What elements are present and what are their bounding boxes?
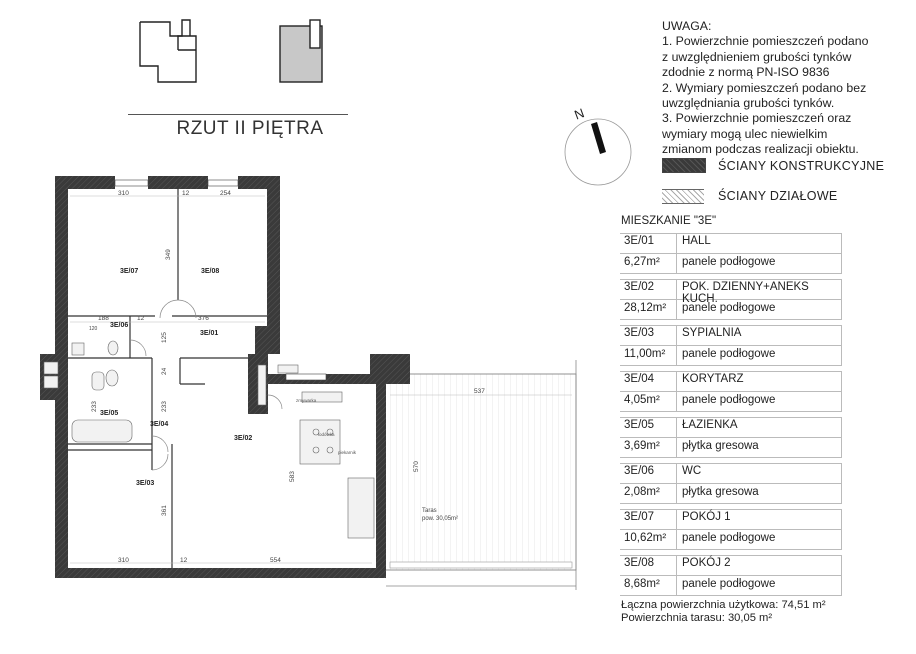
label-piekarnik: piekarnik — [338, 450, 357, 455]
room-row — [620, 279, 842, 325]
room-code: 3E/07 — [624, 511, 655, 523]
windows — [115, 180, 326, 380]
room-table — [620, 233, 842, 601]
dim-554: 554 — [270, 557, 281, 564]
north-label: N — [572, 105, 587, 123]
room-label-3e07: 3E/07 — [120, 268, 139, 275]
room-code: 3E/06 — [624, 465, 655, 477]
room-name: POKÓJ 2 — [682, 557, 731, 569]
notes-line: zmianom podczas realizacji obiektu. — [662, 142, 859, 157]
room-code: 3E/04 — [624, 373, 655, 385]
dim-310-top: 310 — [118, 190, 129, 197]
terrace-area-label: pow. 30,05m² — [422, 516, 459, 522]
label-zmywarka: zmywarka — [296, 398, 317, 403]
room-name: KORYTARZ — [682, 373, 744, 385]
notes-line: z uwzględnieniem grubości tynków — [662, 49, 852, 64]
room-label-3e08: 3E/08 — [201, 268, 220, 275]
dim-254: 254 — [220, 190, 231, 197]
dim-24: 24 — [161, 367, 168, 375]
fixtures — [44, 341, 374, 538]
room-area: 11,00m² — [624, 348, 666, 360]
plan-title: RZUT II PIĘTRA — [176, 118, 324, 139]
room-code: 3E/01 — [624, 235, 655, 247]
room-name: POK. DZIENNY+ANEKS KUCH. — [682, 281, 809, 305]
dim-125: 125 — [161, 332, 168, 343]
bathtub — [72, 420, 132, 442]
north-needle — [591, 122, 606, 154]
dim-361: 361 — [161, 505, 168, 516]
kitchen-island — [300, 420, 340, 464]
dim-233-left: 233 — [91, 401, 98, 412]
sink — [92, 372, 104, 390]
room-floor: panele podłogowe — [682, 532, 776, 544]
total-area: Łączna powierzchnia użytkowa: 74,51 m² — [621, 599, 826, 611]
dim-570: 570 — [413, 461, 420, 472]
dim-583: 583 — [289, 471, 296, 482]
room-name: POKÓJ 1 — [682, 511, 731, 523]
room-area: 8,68m² — [624, 578, 660, 590]
room-area: 3,69m² — [624, 440, 660, 452]
room-row — [620, 509, 842, 555]
dim-233-right: 233 — [161, 401, 168, 412]
room-area: 6,27m² — [624, 256, 660, 268]
apartment-title: MIESZKANIE "3E" — [621, 215, 717, 227]
label-lodowka: lodówka — [318, 432, 335, 437]
dim-349: 349 — [165, 249, 172, 260]
legend-partition-label: ŚCIANY DZIAŁOWE — [718, 189, 838, 203]
room-row — [620, 233, 842, 279]
terrace-label: Taras — [422, 508, 437, 514]
notes-line: zdodnie z normą PN-ISO 9836 — [662, 65, 830, 80]
room-label-3e01: 3E/01 — [200, 330, 219, 337]
room-code: 3E/08 — [624, 557, 655, 569]
room-floor: płytka gresowa — [682, 440, 759, 452]
room-label-3e05: 3E/05 — [100, 410, 119, 417]
wc-toilet — [108, 341, 118, 355]
notes-line: 2. Wymiary pomieszczeń podano bez — [662, 80, 867, 95]
room-floor: panele podłogowe — [682, 578, 776, 590]
room-label-3e06: 3E/06 — [110, 322, 129, 329]
dim-537: 537 — [474, 388, 485, 395]
room-row — [620, 417, 842, 463]
dim-12-top: 12 — [182, 190, 190, 197]
notes-heading: UWAGA: — [662, 19, 712, 33]
dim-188: 188 — [98, 315, 109, 322]
dim-12-bottom: 12 — [180, 557, 188, 564]
legend-partition-swatch — [662, 189, 704, 204]
shaft — [72, 343, 84, 355]
room-label-3e02: 3E/02 — [234, 435, 253, 442]
room-code: 3E/02 — [624, 281, 655, 293]
dim-120: 120 — [89, 326, 98, 332]
notes — [662, 19, 912, 158]
room-name: ŁAZIENKA — [682, 419, 738, 431]
room-floor: panele podłogowe — [682, 302, 776, 314]
legend-structural-label: ŚCIANY KONSTRUKCYJNE — [718, 159, 885, 173]
room-name: WC — [682, 465, 702, 477]
room-code: 3E/03 — [624, 327, 655, 339]
room-name: SYPIALNIA — [682, 327, 742, 339]
room-labels — [100, 268, 252, 487]
area-summary — [621, 599, 826, 625]
room-area: 4,05m² — [624, 394, 660, 406]
notes-line: 1. Powierzchnie pomieszczeń podano — [662, 34, 869, 49]
room-floor: panele podłogowe — [682, 394, 776, 406]
room-row — [620, 325, 842, 371]
dim-376: 376 — [198, 315, 209, 322]
notes-line: 3. Powierzchnie pomieszczeń oraz — [662, 111, 852, 126]
toilet — [106, 370, 118, 386]
room-floor: panele podłogowe — [682, 348, 776, 360]
room-row — [620, 463, 842, 509]
room-floor: panele podłogowe — [682, 256, 776, 268]
kitchen-counter — [348, 478, 374, 538]
room-area: 10,62m² — [624, 532, 667, 544]
room-label-3e03: 3E/03 — [136, 480, 155, 487]
room-area: 28,12m² — [624, 302, 667, 314]
notes-line: uwzględniania grubości tynków. — [662, 96, 835, 111]
terrace-area: Powierzchnia tarasu: 30,05 m² — [621, 612, 773, 624]
room-floor: płytka gresowa — [682, 486, 759, 498]
dim-310-bottom: 310 — [118, 557, 129, 564]
room-row — [620, 371, 842, 417]
legend-structural-swatch — [662, 158, 706, 173]
notes-line: wymiary mogą ulec niewielkim — [662, 126, 828, 141]
room-area: 2,08m² — [624, 486, 660, 498]
room-code: 3E/05 — [624, 419, 655, 431]
dim-12-mid: 12 — [137, 315, 145, 322]
room-name: HALL — [682, 235, 711, 247]
room-row — [620, 555, 842, 601]
room-label-3e04: 3E/04 — [150, 421, 169, 428]
north-arrow — [560, 98, 640, 190]
